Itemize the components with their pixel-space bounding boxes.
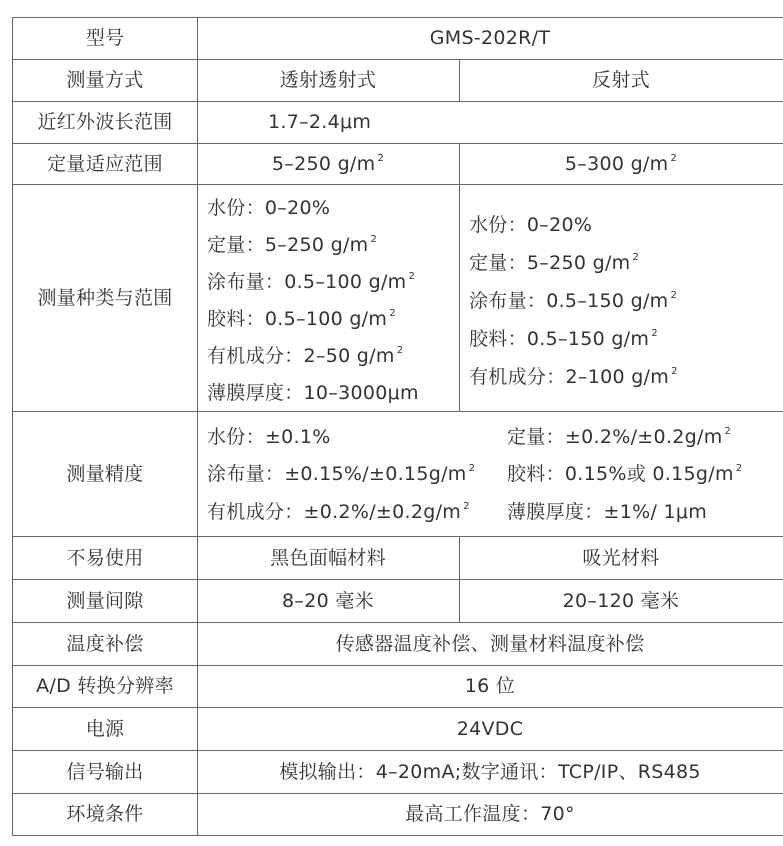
types-left-5: 有机成分：2–50 g/m $^2$ bbox=[207, 345, 404, 367]
label-method: 测量方式 bbox=[66, 69, 144, 91]
types-right-3: 涂布量：0.5–150 g/m $^2$ bbox=[469, 290, 678, 312]
accuracy-left-1: 水份：±0.1% bbox=[207, 426, 331, 448]
types-left-6: 薄膜厚度：10–3000μm bbox=[207, 382, 419, 404]
types-left-3: 涂布量：0.5–100 g/m $^2$ bbox=[207, 271, 416, 293]
label-signal: 信号输出 bbox=[66, 761, 144, 783]
method-right: 反射式 bbox=[592, 69, 650, 91]
accuracy-right-1: 定量：±0.2%/±0.2g/m $^2$ bbox=[507, 426, 732, 448]
method-left: 透射透射式 bbox=[279, 69, 377, 91]
gap-left: 8–20 毫米 bbox=[282, 590, 374, 612]
label-accuracy: 测量精度 bbox=[66, 463, 144, 485]
label-types: 测量种类与范围 bbox=[37, 287, 173, 309]
label-gap: 测量间隙 bbox=[66, 590, 144, 612]
value-temp: 传感器温度补偿、测量材料温度补偿 bbox=[335, 633, 645, 655]
accuracy-left-3: 有机成分：±0.2%/±0.2g/m $^2$ bbox=[207, 501, 470, 523]
accuracy-right-2: 胶料：0.15%或 0.15g/m $^2$ bbox=[507, 463, 743, 485]
value-power: 24VDC bbox=[456, 718, 524, 740]
types-right-5: 有机成分：2–100 g/m $^2$ bbox=[469, 366, 678, 388]
label-model: 型号 bbox=[85, 27, 125, 49]
label-unsuitable: 不易使用 bbox=[66, 547, 144, 569]
accuracy-right-3: 薄膜厚度：±1%/ 1μm bbox=[507, 501, 708, 523]
types-left-2: 定量：5–250 g/m $^2$ bbox=[207, 234, 378, 256]
quant-right: 5–300 g/m $^2$ bbox=[564, 153, 678, 175]
types-left-4: 胶料：0.5–100 g/m $^2$ bbox=[207, 308, 396, 330]
label-band: 近红外波长范围 bbox=[37, 111, 173, 133]
unsuitable-right: 吸光材料 bbox=[582, 547, 660, 569]
quant-left: 5–250 g/m $^2$ bbox=[271, 153, 385, 175]
types-right-2: 定量：5–250 g/m $^2$ bbox=[469, 252, 640, 274]
types-left-1: 水份：0–20% bbox=[207, 197, 331, 219]
label-env: 环境条件 bbox=[66, 803, 144, 825]
label-temp: 温度补偿 bbox=[66, 633, 144, 655]
value-signal: 模拟输出：4–20mA;数字通讯：TCP/IP、RS485 bbox=[279, 761, 701, 783]
value-band: 1.7–2.4μm bbox=[268, 111, 372, 133]
value-model: GMS-202R/T bbox=[429, 27, 551, 49]
label-ad: A/D 转换分辨率 bbox=[36, 675, 174, 697]
label-power: 电源 bbox=[85, 718, 125, 740]
value-ad: 16 位 bbox=[464, 675, 516, 697]
accuracy-left-2: 涂布量：±0.15%/±0.15g/m $^2$ bbox=[207, 463, 476, 485]
value-env: 最高工作温度：70° bbox=[405, 803, 575, 825]
types-right-4: 胶料：0.5–150 g/m $^2$ bbox=[469, 328, 658, 350]
unsuitable-left: 黑色面幅材料 bbox=[270, 547, 386, 569]
gap-right: 20–120 毫米 bbox=[562, 590, 680, 612]
label-quant: 定量适应范围 bbox=[47, 153, 163, 175]
types-right-1: 水份：0–20% bbox=[469, 214, 593, 236]
